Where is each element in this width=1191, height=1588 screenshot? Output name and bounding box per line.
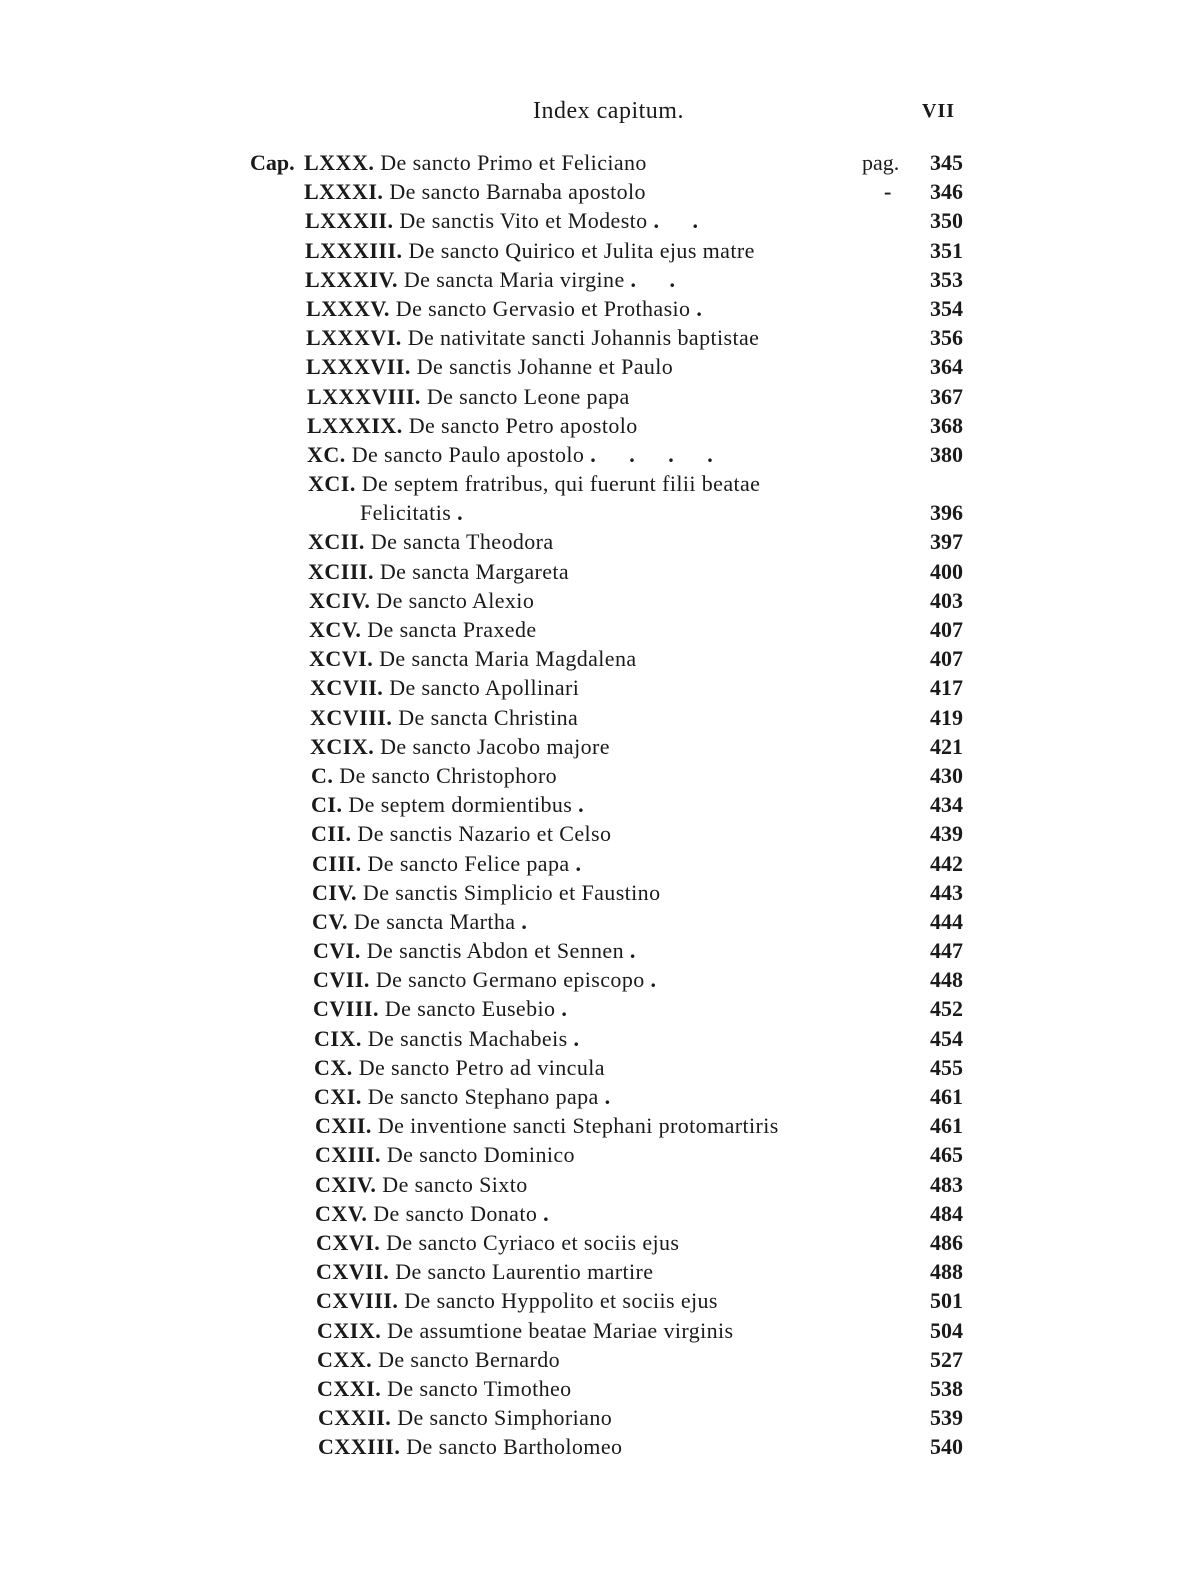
page-number: 419 <box>930 704 963 730</box>
page-number: 434 <box>930 792 963 818</box>
dot-leaders: . <box>573 1025 593 1051</box>
entry-line <box>305 236 755 265</box>
page-number: 345 <box>930 150 963 175</box>
chapter-numeral: LXXXV. <box>306 295 390 321</box>
chapter-title: De sancto Laurentio martire <box>395 1259 654 1285</box>
page-number: 430 <box>930 762 963 788</box>
toc-entry <box>0 206 1191 235</box>
entry-line <box>317 1374 572 1403</box>
entry-line <box>317 1316 733 1345</box>
chapter-numeral: CXIV. <box>315 1171 377 1197</box>
chapter-title: De sanctis Vito et Modesto <box>399 208 648 234</box>
toc-entry <box>0 1082 1191 1111</box>
toc-entry <box>0 352 1191 381</box>
page-number: 455 <box>930 1054 963 1080</box>
toc-entry <box>0 265 1191 294</box>
entry-line <box>306 323 759 352</box>
chapter-numeral: CIX. <box>314 1025 362 1051</box>
chapter-numeral: LXXXIII. <box>305 237 403 263</box>
entry-line <box>316 1286 718 1315</box>
chapter-title: Felicitatis <box>360 500 452 526</box>
toc-entry <box>0 498 1191 527</box>
chapter-title: De sancto Dominico <box>386 1142 575 1168</box>
dot-leaders: . <box>561 996 581 1022</box>
chapter-title: De sancto Leone papa <box>426 383 630 409</box>
toc-entry <box>0 819 1191 848</box>
page-number: 439 <box>930 821 963 847</box>
page-number: 380 <box>930 441 963 467</box>
page-number: 356 <box>930 325 963 351</box>
entry-line <box>312 878 660 907</box>
chapter-title: De sancto Germano episcopo <box>375 967 645 993</box>
chapter-numeral: LXXXVIII. <box>307 383 421 409</box>
entry-line <box>313 936 649 965</box>
chapter-title: De inventione sancti Stephani protomartiris <box>377 1113 779 1139</box>
chapter-title: De sancta Maria Magdalena <box>379 646 637 672</box>
chapter-title: De septem dormientibus <box>348 792 573 818</box>
chapter-title: De septem fratribus, qui fuerunt filii beatae <box>361 471 761 497</box>
chapter-title: De sancta Maria virgine <box>403 266 625 292</box>
entry-line <box>313 965 670 994</box>
chapter-numeral: CXVI. <box>316 1229 381 1255</box>
chapter-title: De sanctis Abdon et Sennen <box>366 938 624 964</box>
chapter-numeral: CXXII. <box>318 1405 392 1431</box>
toc-entry <box>0 732 1191 761</box>
chapter-numeral: XCV. <box>309 617 362 642</box>
toc-entry <box>0 1257 1191 1286</box>
chapter-title: De sanctis Machabeis <box>367 1025 568 1051</box>
chapter-numeral: CXII. <box>315 1113 372 1139</box>
entry-line <box>304 148 647 177</box>
toc-entry <box>0 177 1191 206</box>
chapter-numeral: CI. <box>311 792 343 818</box>
page-title: Index capitum. <box>533 98 684 124</box>
entry-line <box>311 761 557 790</box>
entry-line <box>307 382 630 411</box>
page-label: pag. <box>862 150 900 175</box>
page-number: 421 <box>930 733 963 759</box>
page-number: 367 <box>930 383 963 409</box>
page-number: 396 <box>930 500 963 526</box>
page-number: 454 <box>930 1025 963 1051</box>
toc-entry <box>0 527 1191 556</box>
cap-label: Cap. <box>250 150 295 175</box>
entry-line <box>310 673 579 702</box>
toc-entry <box>0 1374 1191 1403</box>
page-number: 501 <box>930 1288 963 1314</box>
toc-entry <box>0 1403 1191 1432</box>
entry-line <box>314 1082 624 1111</box>
chapter-title: De sancto Timotheo <box>387 1375 572 1401</box>
toc-entry <box>0 1316 1191 1345</box>
entry-line <box>304 177 646 206</box>
running-head <box>0 98 1191 132</box>
entry-line <box>315 1199 563 1228</box>
toc-entry <box>0 1140 1191 1169</box>
page-number: 538 <box>930 1375 963 1401</box>
toc-entry <box>0 965 1191 994</box>
chapter-numeral: CXI. <box>314 1084 362 1109</box>
page-number: 407 <box>930 646 963 672</box>
toc-entry <box>0 382 1191 411</box>
chapter-numeral: XCVII. <box>310 675 384 701</box>
page-number: 400 <box>930 558 963 584</box>
chapter-numeral: XCIX. <box>310 733 375 759</box>
page-number: 346 <box>930 179 963 205</box>
entry-line <box>309 615 537 644</box>
chapter-title: De sancto Petro ad vincula <box>358 1054 605 1080</box>
entry-line <box>310 703 578 732</box>
toc-entry <box>0 1024 1191 1053</box>
page-number: 368 <box>930 412 963 438</box>
page-number: 527 <box>930 1346 963 1372</box>
toc-entry <box>0 411 1191 440</box>
entry-line <box>307 411 638 440</box>
chapter-title: De sancto Paulo apostolo <box>351 441 585 467</box>
page-number: 444 <box>930 908 963 934</box>
chapter-title: De sanctis Johanne et Paulo <box>416 354 674 380</box>
toc-entry <box>0 703 1191 732</box>
entry-line <box>307 440 727 469</box>
toc-entry <box>0 1170 1191 1199</box>
chapter-numeral: LXXXI. <box>304 179 384 205</box>
chapter-numeral: CXIX. <box>317 1317 382 1343</box>
toc-entry <box>0 236 1191 265</box>
toc-entry <box>0 1053 1191 1082</box>
toc-entry <box>0 294 1191 323</box>
entry-line <box>308 557 569 586</box>
page-number: 417 <box>930 675 963 701</box>
toc-entry <box>0 994 1191 1023</box>
page-number: 483 <box>930 1171 963 1197</box>
chapter-numeral: XCVI. <box>309 646 374 672</box>
dot-leaders: . . <box>630 266 690 292</box>
chapter-title: De sancto Cyriaco et sociis ejus <box>386 1229 680 1255</box>
entry-line <box>315 1140 575 1169</box>
page-number: 448 <box>930 967 963 993</box>
chapter-numeral: XCIII. <box>308 558 374 584</box>
entry-line <box>316 1228 679 1257</box>
toc-entry <box>0 1432 1191 1461</box>
chapter-numeral: CXXI. <box>317 1375 382 1401</box>
chapter-numeral: CVII. <box>313 967 370 993</box>
page-number: 488 <box>930 1259 963 1285</box>
chapter-title: De sancto Quirico et Julita ejus matre <box>408 237 755 263</box>
page-number: 540 <box>930 1434 963 1460</box>
chapter-title: De sanctis Nazario et Celso <box>357 821 612 847</box>
toc-entry <box>0 1199 1191 1228</box>
entry-line <box>314 1053 605 1082</box>
entry-line <box>316 1257 653 1286</box>
chapter-title: De nativitate sancti Johannis baptistae <box>407 325 760 351</box>
toc-entry <box>0 557 1191 586</box>
entry-line <box>308 527 554 556</box>
page-number: 452 <box>930 996 963 1022</box>
entry-line <box>312 849 595 878</box>
toc-entry <box>0 469 1191 498</box>
chapter-numeral: LXXXIX. <box>307 412 403 438</box>
entry-line <box>311 790 598 819</box>
page-number: 443 <box>930 879 963 905</box>
chapter-numeral: C. <box>311 762 334 788</box>
chapter-numeral: XCIV. <box>309 587 371 613</box>
page-number: 484 <box>930 1200 963 1226</box>
chapter-numeral: CXVIII. <box>316 1288 399 1314</box>
dot-leaders: . <box>650 967 671 993</box>
chapter-numeral: CV. <box>312 908 348 934</box>
chapter-title: De sancto Jacobo majore <box>380 733 610 759</box>
dot-leaders: . <box>521 908 541 934</box>
entry-line <box>305 265 689 294</box>
toc-entry <box>0 586 1191 615</box>
page-number: 442 <box>930 850 963 876</box>
chapter-title: De sancto Stephano papa <box>367 1084 599 1109</box>
chapter-numeral: LXXXVII. <box>306 354 411 380</box>
toc-entry <box>0 878 1191 907</box>
toc-entry <box>0 849 1191 878</box>
dot-leaders: . <box>543 1200 563 1226</box>
page-number: 504 <box>930 1317 963 1343</box>
chapter-numeral: XCII. <box>308 529 365 555</box>
entry-line <box>306 352 673 381</box>
dot-leaders: . <box>604 1084 625 1109</box>
page-number: 397 <box>930 529 963 555</box>
chapter-title: De sancta Martha <box>353 908 516 934</box>
chapter-title: De assumtione beatae Mariae virginis <box>387 1317 734 1343</box>
chapter-title: De sancto Primo et Feliciano <box>380 150 647 175</box>
chapter-title: De sancta Praxede <box>367 617 537 642</box>
page-number: 447 <box>930 938 963 964</box>
chapter-title: De sancta Margareta <box>379 558 570 584</box>
ditto-mark: - <box>884 179 892 205</box>
chapter-numeral: XCI. <box>308 471 356 497</box>
chapter-title: De sancto Sixto <box>382 1171 528 1197</box>
toc-entry <box>0 615 1191 644</box>
chapter-title: De sancto Simphoriano <box>397 1405 613 1431</box>
entry-line <box>315 1170 528 1199</box>
page-number: 353 <box>930 266 963 292</box>
toc-entry <box>0 1286 1191 1315</box>
dot-leaders: . <box>578 792 598 818</box>
chapter-numeral: XC. <box>307 441 346 467</box>
chapter-title: De sancto Hyppolito et sociis ejus <box>404 1288 718 1314</box>
toc-entry <box>0 761 1191 790</box>
page-number: 461 <box>930 1084 963 1109</box>
entry-line <box>310 732 610 761</box>
page-number: 354 <box>930 295 963 321</box>
chapter-title: De sancto Apollinari <box>389 675 580 701</box>
table-of-contents <box>0 148 1191 1461</box>
chapter-numeral: XCVIII. <box>310 704 393 730</box>
page-number: 539 <box>930 1405 963 1431</box>
chapter-numeral: CX. <box>314 1054 353 1080</box>
toc-entry <box>0 1345 1191 1374</box>
chapter-numeral: CVI. <box>313 938 361 964</box>
entry-line <box>360 498 477 527</box>
chapter-title: De sancto Barnaba apostolo <box>389 179 646 205</box>
toc-entry <box>0 936 1191 965</box>
entry-line <box>305 206 712 235</box>
chapter-numeral: LXXX. <box>304 150 375 175</box>
dot-leaders: . <box>457 500 477 526</box>
page-number: 465 <box>930 1142 963 1168</box>
page-number: 461 <box>930 1113 963 1139</box>
entry-line <box>318 1432 622 1461</box>
dot-leaders: . <box>629 938 650 964</box>
chapter-numeral: CXVII. <box>316 1259 390 1285</box>
chapter-title: De sancta Christina <box>398 704 579 730</box>
entry-line <box>309 644 637 673</box>
chapter-title: De sancto Alexio <box>376 587 535 613</box>
chapter-title: De sanctis Simplicio et Faustino <box>362 879 661 905</box>
chapter-numeral: CXV. <box>315 1200 368 1226</box>
page-number: 364 <box>930 354 963 380</box>
chapter-numeral: CXIII. <box>315 1142 381 1168</box>
entry-line <box>312 907 541 936</box>
page-number: 407 <box>930 617 963 642</box>
chapter-title: De sancto Eusebio <box>384 996 556 1022</box>
entry-line <box>313 994 581 1023</box>
toc-entry <box>0 644 1191 673</box>
chapter-title: De sancto Bernardo <box>378 1346 560 1372</box>
chapter-numeral: LXXXII. <box>305 208 394 234</box>
toc-entry <box>0 323 1191 352</box>
chapter-title: De sancto Felice papa <box>367 850 570 876</box>
page-number: 351 <box>930 237 963 263</box>
toc-entry <box>0 907 1191 936</box>
page-number: 403 <box>930 587 963 613</box>
entry-line <box>314 1024 593 1053</box>
entry-line <box>309 586 534 615</box>
toc-entry <box>0 1228 1191 1257</box>
entry-line <box>318 1403 612 1432</box>
chapter-title: De sancto Petro apostolo <box>408 412 638 438</box>
toc-entry <box>0 148 1191 177</box>
dot-leaders: . <box>575 850 595 876</box>
chapter-numeral: CVIII. <box>313 996 379 1022</box>
toc-entry <box>0 1111 1191 1140</box>
chapter-title: De sancto Gervasio et Prothasio <box>395 295 691 321</box>
chapter-title: De sancto Bartholomeo <box>406 1434 623 1460</box>
toc-entry <box>0 790 1191 819</box>
dot-leaders: . . . . <box>590 441 727 467</box>
entry-line <box>311 819 611 848</box>
entry-line <box>317 1345 560 1374</box>
chapter-title: De sancta Theodora <box>370 529 554 555</box>
chapter-title: De sancto Christophoro <box>339 762 558 788</box>
chapter-numeral: CII. <box>311 821 352 847</box>
chapter-numeral: CXX. <box>317 1346 373 1372</box>
chapter-numeral: CIV. <box>312 879 358 905</box>
entry-line <box>306 294 716 323</box>
toc-entry <box>0 673 1191 702</box>
entry-line <box>315 1111 779 1140</box>
folio-number: VII <box>922 100 956 122</box>
chapter-numeral: LXXXVI. <box>306 325 402 351</box>
dot-leaders: . . <box>653 208 712 234</box>
chapter-numeral: CXXIII. <box>318 1434 401 1460</box>
entry-line <box>308 469 760 498</box>
chapter-title: De sancto Donato <box>373 1200 538 1226</box>
dot-leaders: . <box>696 295 716 321</box>
chapter-numeral: CIII. <box>312 850 362 876</box>
page-number: 486 <box>930 1229 963 1255</box>
chapter-numeral: LXXXIV. <box>305 266 398 292</box>
page-number: 350 <box>930 208 963 234</box>
toc-entry <box>0 440 1191 469</box>
